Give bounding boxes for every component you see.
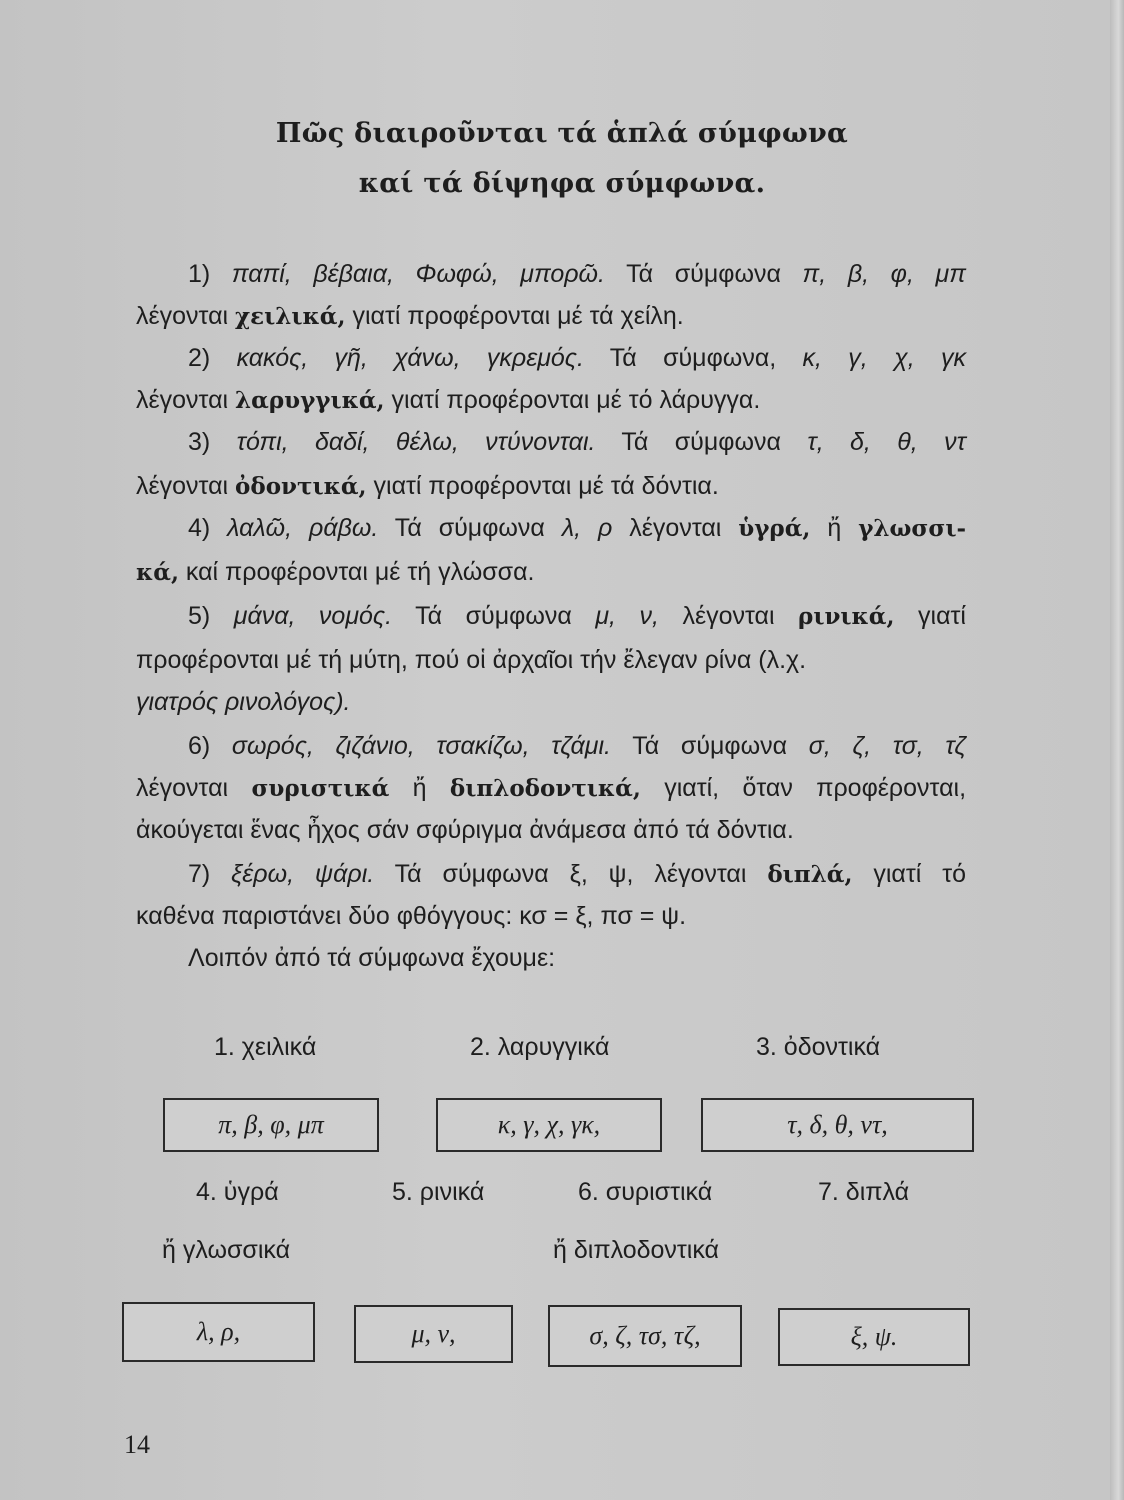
lead-text: Τά σύμφωνα ξ, ψ, λέγονται [394, 860, 747, 888]
example-words: μάνα, νομός. [233, 602, 393, 630]
lead-text: Τά σύμφωνα [394, 514, 545, 542]
paragraph-1-line-2 [136, 300, 966, 333]
item-number: 6) [188, 732, 211, 760]
paragraph-6-line-3: ἀκούγεται ἕνας ἦχος σάν σφύριγμα ἀνάμεσα ἀπό τά δόντια. [136, 816, 794, 844]
example-words: παπί, βέβαια, Φωφώ, μπορῶ. [231, 260, 605, 288]
consonant-box-2: κ, γ, χ, γκ, [436, 1098, 662, 1152]
paragraph-4-line-1 [188, 512, 966, 545]
group-label-6: 6. συριστικά [578, 1178, 713, 1206]
paragraph-1-line-1 [188, 258, 966, 290]
paragraph-5-line-1 [188, 600, 966, 633]
paragraph-4-line-2 [136, 556, 966, 589]
text: γιατί [918, 602, 966, 630]
paragraph-3-line-1 [188, 426, 966, 458]
item-number: 4) [188, 514, 211, 542]
term-bold: διπλά, [767, 861, 853, 888]
term-bold: ὀδοντικά, [235, 473, 367, 500]
item-number: 1) [188, 260, 211, 288]
consonant-box-4: λ, ρ, [122, 1302, 315, 1362]
term-bold: κά, [136, 559, 179, 586]
consonant-letters: λ, ρ [561, 514, 613, 542]
term-bold: ρινικά, [798, 603, 895, 630]
text: λέγονται [136, 472, 229, 500]
text: ἤ [827, 514, 842, 542]
text: λέγονται [682, 602, 775, 630]
text: λέγονται [136, 302, 229, 330]
term-bold: ὑγρά, [738, 515, 811, 542]
text: καί προφέρονται μέ τή γλώσσα. [185, 558, 535, 586]
example-words: γιατρός ρινολόγος). [136, 688, 351, 716]
group-label-7: 7. διπλά [818, 1178, 910, 1206]
term-bold: γλωσσι- [858, 515, 967, 542]
term-bold: συριστικά [251, 775, 390, 802]
text: γιατί προφέρονται μέ τά δόντια. [373, 472, 719, 500]
consonant-letters: κ, γ, χ, γκ [802, 344, 966, 372]
text: γιατί τό [873, 860, 966, 888]
consonant-box-6: σ, ζ, τσ, τζ, [548, 1305, 742, 1367]
group-label-2: 2. λαρυγγικά [470, 1033, 610, 1061]
consonant-box-1: π, β, φ, μπ [163, 1098, 379, 1152]
text: λέγονται [629, 514, 722, 542]
text: ἤ [412, 774, 427, 802]
group-label-1: 1. χειλικά [214, 1033, 317, 1061]
group-sublabel-4: ἤ γλωσσικά [162, 1236, 291, 1264]
paragraph-6-line-2 [136, 772, 966, 805]
term-bold: λαρυγγικά, [235, 387, 385, 414]
text: γιατί προφέρονται μέ τό λάρυγγα. [391, 386, 761, 414]
item-number: 7) [188, 860, 211, 888]
lead-text: Τά σύμφωνα, [609, 344, 777, 372]
lead-text: Τά σύμφωνα [626, 260, 781, 288]
consonant-box-3: τ, δ, θ, ντ, [701, 1098, 974, 1152]
text: λέγονται [136, 774, 229, 802]
item-number: 3) [188, 428, 211, 456]
example-words: λαλῶ, ράβω. [227, 514, 379, 542]
page-number: 14 [124, 1430, 150, 1459]
group-label-5: 5. ρινικά [392, 1178, 485, 1206]
summary-line: Λοιπόν ἀπό τά σύμφωνα ἔχουμε: [188, 944, 556, 972]
paragraph-6-line-1 [188, 730, 966, 762]
example-words: ξέρω, ψάρι. [231, 860, 375, 888]
consonant-letters: σ, ζ, τσ, τζ [808, 732, 966, 760]
group-label-4: 4. ὑγρά [196, 1178, 279, 1206]
text: λέγονται [136, 386, 229, 414]
consonant-letters: τ, δ, θ, ντ [807, 428, 966, 456]
paragraph-5-line-2: προφέρονται μέ τή μύτη, πού οἱ ἀρχαῖοι τήν ἔλεγαν ρίνα (λ.χ. [136, 646, 807, 674]
term-bold: χειλικά, [235, 303, 346, 330]
text: γιατί προφέρονται μέ τά χείλη. [352, 302, 684, 330]
paragraph-7-line-2: καθένα παριστάνει δύο φθόγγους: κσ = ξ, πσ = ψ. [136, 902, 687, 930]
consonant-letters: π, β, φ, μπ [802, 260, 966, 288]
paragraph-3-line-2 [136, 470, 966, 503]
paragraph-2-line-2 [136, 384, 966, 417]
group-label-3: 3. ὀδοντικά [756, 1033, 881, 1061]
lead-text: Τά σύμφωνα [632, 732, 788, 760]
consonant-box-5: μ, ν, [354, 1305, 513, 1363]
lead-text: Τά σύμφωνα [621, 428, 781, 456]
example-words: κακός, γῆ, χάνω, γκρεμός. [236, 344, 584, 372]
term-bold: διπλοδοντικά, [449, 775, 641, 802]
paragraph-2-line-1 [188, 342, 966, 374]
text: γιατί, ὅταν προφέρονται, [664, 774, 967, 802]
item-number: 2) [188, 344, 211, 372]
paragraph-7-line-1 [188, 858, 966, 891]
page-title-line2: καί τά δίψηφα σύμφωνα. [358, 168, 766, 199]
group-sublabel-6: ἤ διπλοδοντικά [553, 1236, 719, 1264]
lead-text: Τά σύμφωνα [415, 602, 572, 630]
item-number: 5) [188, 602, 211, 630]
page-edge-shadow [1110, 0, 1124, 1500]
example-words: σωρός, ζιζάνιο, τσακίζω, τζάμι. [231, 732, 612, 760]
page-title-line1: Πῶς διαιροῦνται τά ἁπλά σύμφωνα [275, 118, 849, 149]
example-words: τόπι, δαδί, θέλω, ντύνονται. [236, 428, 596, 456]
consonant-box-7: ξ, ψ. [778, 1308, 970, 1366]
consonant-letters: μ, ν, [595, 602, 659, 630]
paragraph-5-line-3 [136, 686, 966, 718]
